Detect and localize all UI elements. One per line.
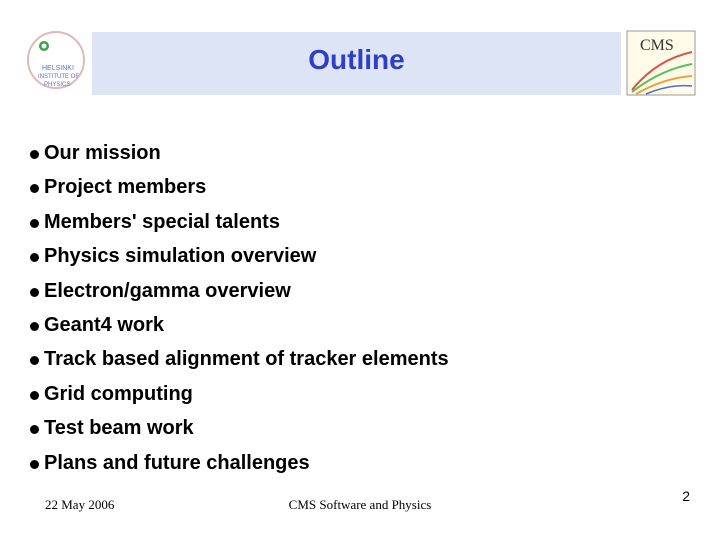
bullet-text: Plans and future challenges bbox=[44, 451, 310, 474]
bullet-dot-icon bbox=[30, 460, 39, 469]
bullet-dot-icon bbox=[30, 356, 39, 365]
bullet-item bbox=[30, 411, 449, 445]
logo-left-text-1: HELSINKI bbox=[42, 65, 74, 72]
footer-title: CMS Software and Physics bbox=[288, 497, 432, 512]
bullet-item bbox=[30, 274, 449, 308]
bullet-text: Track based alignment of tracker elements bbox=[44, 348, 449, 371]
bullet-text: Our mission bbox=[44, 142, 161, 164]
bullet-dot-icon bbox=[30, 150, 39, 159]
bullet-text: Members' special talents bbox=[44, 210, 280, 233]
bullet-item bbox=[30, 446, 449, 480]
helsinki-institute-of-physics-logo bbox=[24, 20, 92, 100]
bullet-text: Project members bbox=[44, 176, 207, 199]
bullet-dot-icon bbox=[30, 219, 39, 228]
slide-title: Outline bbox=[308, 44, 405, 75]
bullet-text: Electron/gamma overview bbox=[44, 279, 291, 302]
bullet-dot-icon bbox=[30, 184, 39, 193]
footer-date: 22 May 2006 bbox=[45, 497, 115, 512]
bullet-text: Test beam work bbox=[44, 417, 194, 440]
bullet-item bbox=[30, 136, 449, 170]
bullet-text: Geant4 work bbox=[44, 313, 165, 336]
bullet-dot-icon bbox=[30, 425, 39, 434]
bullet-item bbox=[30, 308, 449, 342]
bullet-dot-icon bbox=[30, 391, 39, 400]
bullet-item bbox=[30, 342, 449, 376]
bullet-item bbox=[30, 377, 449, 411]
cms-logo-text: CMS bbox=[640, 37, 674, 54]
outline-bullet-list bbox=[30, 136, 449, 480]
page-number: 2 bbox=[682, 488, 690, 504]
bullet-text: Grid computing bbox=[44, 382, 193, 405]
bullet-item bbox=[30, 205, 449, 239]
bullet-dot-icon bbox=[30, 322, 39, 331]
bullet-item bbox=[30, 239, 449, 273]
bullet-dot-icon bbox=[30, 288, 39, 297]
bullet-dot-icon bbox=[30, 253, 39, 262]
bullet-item bbox=[30, 170, 449, 204]
bullet-text: Physics simulation overview bbox=[44, 245, 317, 268]
logo-left-text-2: INSTITUTE OF bbox=[38, 74, 79, 80]
logo-left-text-3: PHYSICS bbox=[44, 82, 71, 88]
cms-logo bbox=[626, 30, 696, 96]
